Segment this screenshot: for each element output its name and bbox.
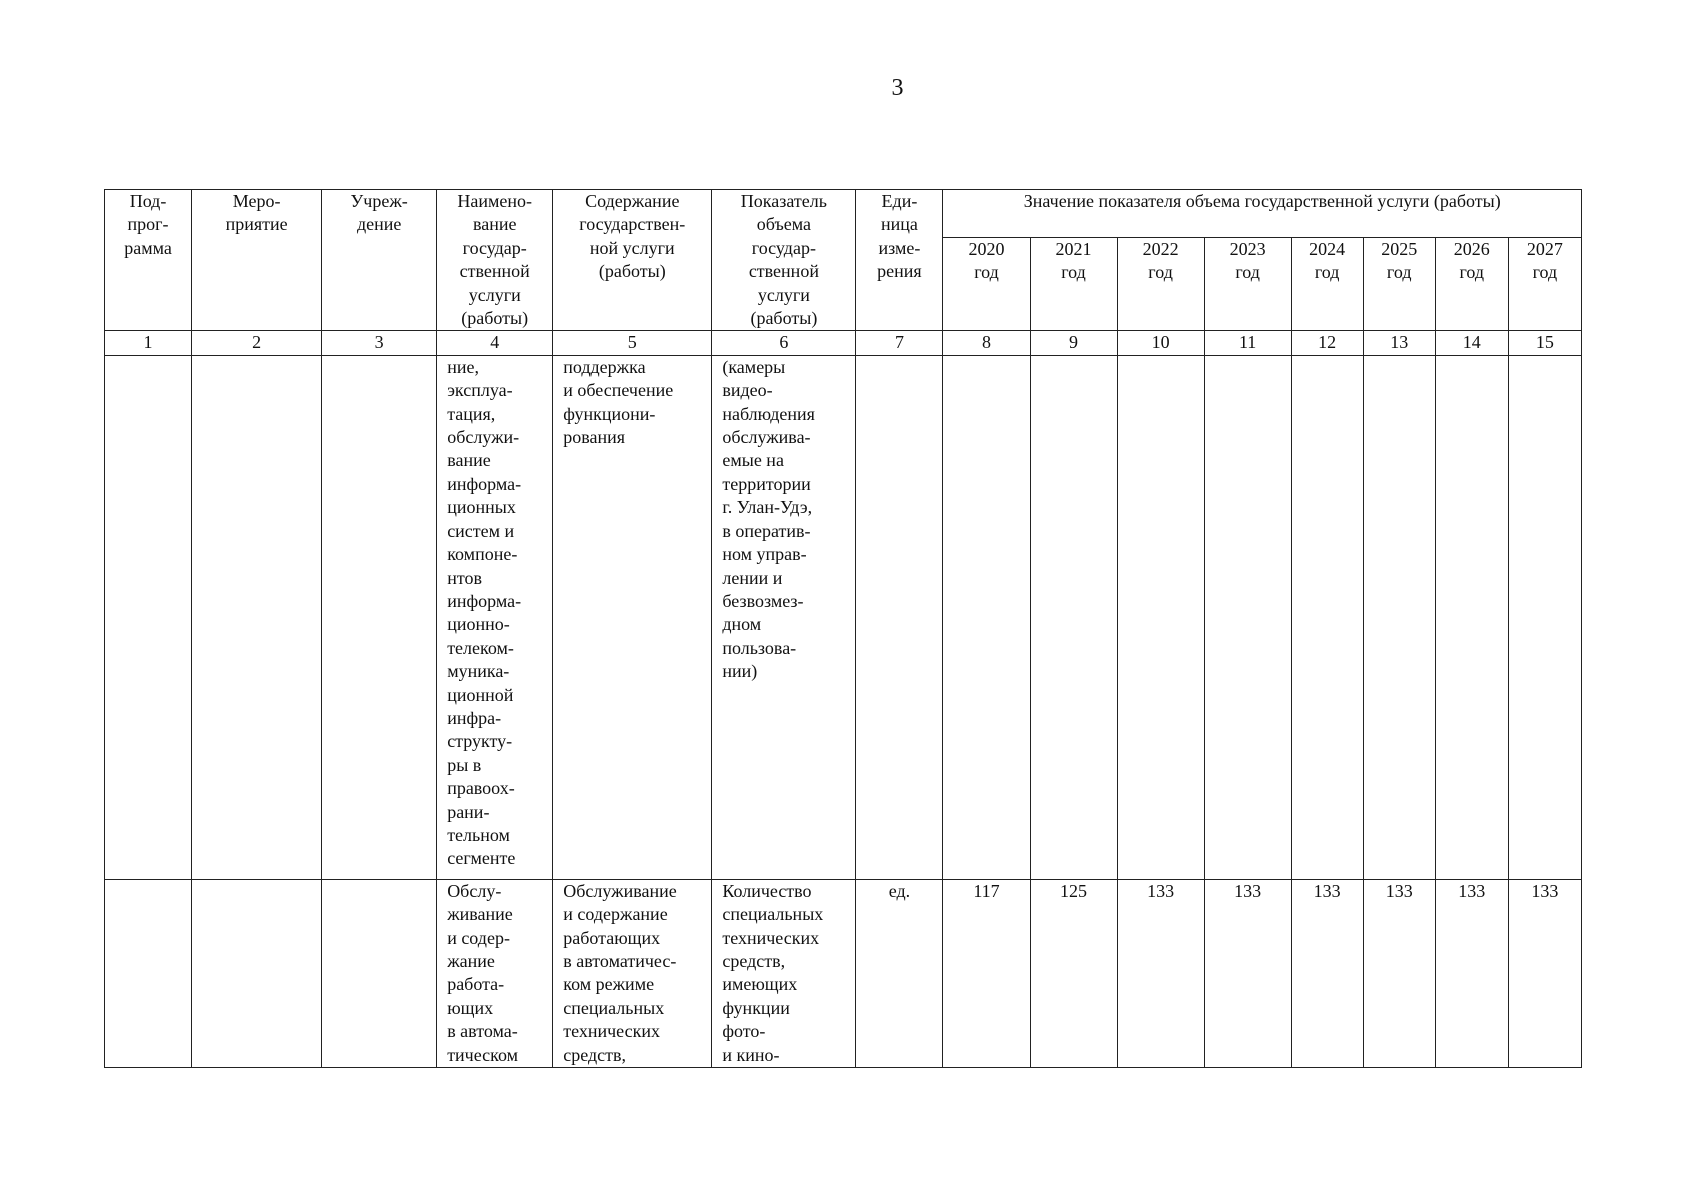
column-number: 12 xyxy=(1291,331,1363,355)
column-number: 8 xyxy=(943,331,1030,355)
header-row-1 xyxy=(105,190,1582,238)
cell-institution xyxy=(322,879,437,1067)
header-volume-indicator: Показатель объема государ- ственной услуги (работы) xyxy=(712,190,856,331)
column-number: 7 xyxy=(856,331,943,355)
header-year: 2023 год xyxy=(1204,237,1291,331)
cell-volume-indicator: Количество специальных технических средств, имеющих функции фото- и кино- xyxy=(712,879,856,1067)
cell-value: 133 xyxy=(1117,879,1204,1067)
cell-value xyxy=(1508,355,1581,879)
column-number-row xyxy=(105,331,1582,355)
column-number: 14 xyxy=(1435,331,1508,355)
column-number: 2 xyxy=(192,331,322,355)
cell-value: 133 xyxy=(1291,879,1363,1067)
column-number: 5 xyxy=(553,331,712,355)
cell-measure xyxy=(192,879,322,1067)
cell-value: 133 xyxy=(1204,879,1291,1067)
cell-value xyxy=(1291,355,1363,879)
cell-value xyxy=(1117,355,1204,879)
column-number: 6 xyxy=(712,331,856,355)
cell-value: 133 xyxy=(1508,879,1581,1067)
cell-unit: ед. xyxy=(856,879,943,1067)
column-number: 4 xyxy=(437,331,553,355)
cell-service-name: Обслу- живание и содер- жание работа- ющих в автома- тическом xyxy=(437,879,553,1067)
cell-subprogram xyxy=(105,355,192,879)
header-year: 2025 год xyxy=(1363,237,1435,331)
column-number: 11 xyxy=(1204,331,1291,355)
header-year: 2020 год xyxy=(943,237,1030,331)
table-row xyxy=(105,879,1582,1067)
cell-service-name: ние, эксплуа- тация, обслужи- вание информа- ционных систем и компоне- нтов информа- ционно- телеком- муника- ционной инфра- структу- ры в правоох- рани- тельном сегменте xyxy=(437,355,553,879)
cell-volume-indicator: (камеры видео- наблюдения обслужива- емые на территории г. Улан-Удэ, в оператив- ном управ- лении и безвозмез- дном пользова- нии) xyxy=(712,355,856,879)
column-number: 1 xyxy=(105,331,192,355)
cell-service-content: Обслуживание и содержание работающих в автоматичес- ком режиме специальных технических средств, xyxy=(553,879,712,1067)
service-volume-table xyxy=(104,189,1582,1068)
column-number: 10 xyxy=(1117,331,1204,355)
table-row xyxy=(105,355,1582,879)
cell-value: 125 xyxy=(1030,879,1117,1067)
header-service-name: Наимено- вание государ- ственной услуги (работы) xyxy=(437,190,553,331)
column-number: 9 xyxy=(1030,331,1117,355)
cell-unit xyxy=(856,355,943,879)
cell-value xyxy=(943,355,1030,879)
cell-subprogram xyxy=(105,879,192,1067)
header-year: 2022 год xyxy=(1117,237,1204,331)
header-subprogram: Под- прог- рамма xyxy=(105,190,192,331)
page-number: 3 xyxy=(891,75,904,101)
header-measure: Меро- приятие xyxy=(192,190,322,331)
cell-service-content: поддержка и обеспечение функциони- рования xyxy=(553,355,712,879)
column-number: 3 xyxy=(322,331,437,355)
header-values-group: Значение показателя объема государственной услуги (работы) xyxy=(943,190,1582,238)
cell-value xyxy=(1363,355,1435,879)
header-institution: Учреж- дение xyxy=(322,190,437,331)
header-year: 2027 год xyxy=(1508,237,1581,331)
cell-value xyxy=(1435,355,1508,879)
column-number: 13 xyxy=(1363,331,1435,355)
cell-measure xyxy=(192,355,322,879)
cell-value: 133 xyxy=(1363,879,1435,1067)
column-number: 15 xyxy=(1508,331,1581,355)
header-year: 2026 год xyxy=(1435,237,1508,331)
cell-value: 117 xyxy=(943,879,1030,1067)
header-unit: Еди- ница изме- рения xyxy=(856,190,943,331)
header-year: 2024 год xyxy=(1291,237,1363,331)
cell-value: 133 xyxy=(1435,879,1508,1067)
header-year: 2021 год xyxy=(1030,237,1117,331)
cell-institution xyxy=(322,355,437,879)
header-service-content: Содержание государствен- ной услуги (работы) xyxy=(553,190,712,331)
cell-value xyxy=(1030,355,1117,879)
cell-value xyxy=(1204,355,1291,879)
